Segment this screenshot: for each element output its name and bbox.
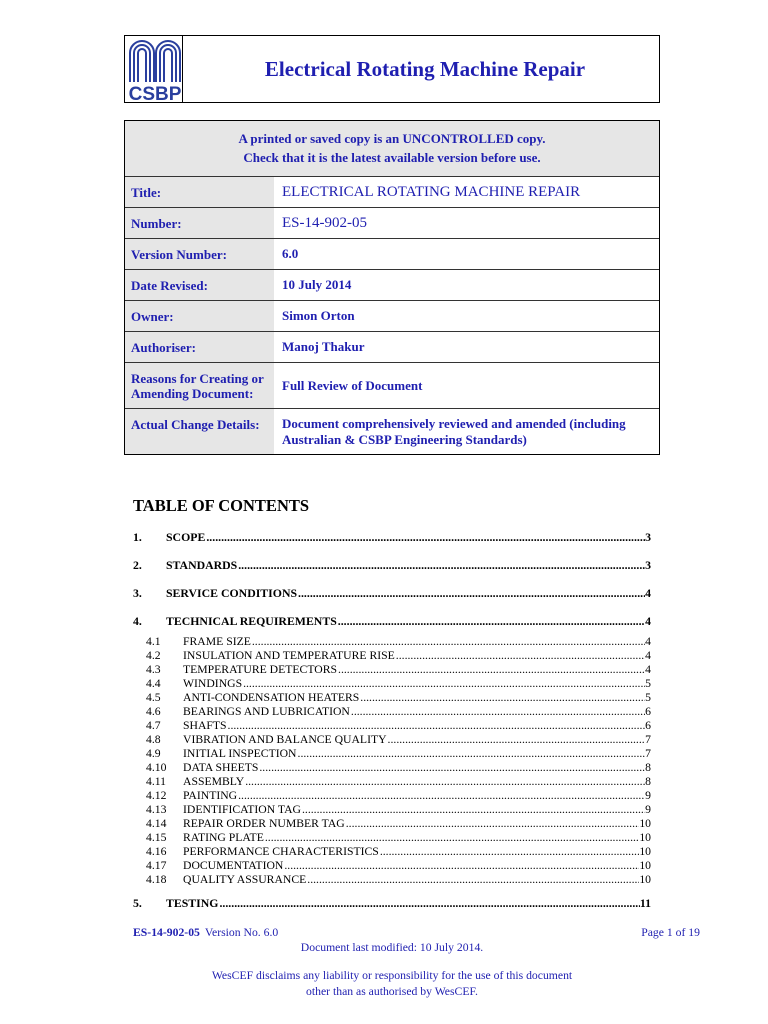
toc-subsection-entry[interactable]	[133, 831, 651, 845]
toc-subsection-entry[interactable]	[133, 719, 651, 733]
toc-entry-page: 7	[645, 747, 651, 760]
toc-entry-title: TEMPERATURE DETECTORS	[183, 663, 338, 676]
toc-entry-title: WINDINGS	[183, 677, 243, 690]
toc-entry-page: 4	[645, 635, 651, 648]
toc-entry-page: 11	[639, 896, 651, 910]
toc-entry-page: 10	[639, 831, 651, 844]
toc-entry-title: IDENTIFICATION TAG	[183, 803, 301, 816]
toc-entry-number: 4.7	[146, 719, 161, 732]
toc-entry-title: STANDARDS	[166, 558, 238, 572]
toc-leader-dots	[396, 649, 645, 663]
toc-entry-number: 4.2	[146, 649, 161, 662]
info-value: 10 July 2014	[282, 277, 352, 292]
info-label: Reasons for Creating or Amending Document:	[125, 363, 274, 408]
toc-entry-page: 6	[645, 705, 651, 718]
toc-entry-page: 4	[645, 586, 651, 600]
toc-subsection-entry[interactable]	[133, 635, 651, 649]
toc-leader-dots	[228, 719, 646, 733]
toc-entry-title: SERVICE CONDITIONS	[166, 586, 298, 600]
toc-entry-title: ANTI-CONDENSATION HEATERS	[183, 691, 360, 704]
toc-entry-page: 10	[639, 859, 651, 872]
toc-subsection-entry[interactable]	[133, 859, 651, 873]
toc-entry-number: 2.	[133, 558, 142, 572]
logo-text: CSBP	[128, 84, 182, 102]
footer-last-modified: Document last modified: 10 July 2014.	[300, 941, 484, 954]
toc-leader-dots	[206, 530, 645, 544]
toc-subsection-entry[interactable]	[133, 775, 651, 789]
toc-entry-number: 4.6	[146, 705, 161, 718]
toc-section-entry[interactable]	[133, 530, 651, 544]
toc-entry-number: 4.	[133, 614, 142, 628]
info-value: ES-14-902-05	[282, 215, 367, 231]
toc-entry-number: 4.11	[146, 775, 167, 788]
toc-section-entry[interactable]	[133, 896, 651, 910]
toc-entry-title: RATING PLATE	[183, 831, 264, 844]
toc-leader-dots	[380, 845, 640, 859]
toc-leader-dots	[298, 586, 645, 600]
info-value: 6.0	[282, 246, 299, 261]
toc-entry-number: 4.4	[146, 677, 161, 690]
toc-entry-page: 5	[645, 691, 651, 704]
toc-leader-dots	[338, 614, 645, 628]
footer-document-id	[133, 926, 278, 940]
info-row-version	[125, 238, 659, 269]
notice-line-2: Check that it is the latest available version before use.	[243, 149, 541, 165]
toc-leader-dots	[388, 733, 646, 747]
uncontrolled-copy-notice	[125, 121, 659, 176]
toc-leader-dots	[219, 896, 639, 910]
toc-entry-title: DATA SHEETS	[183, 761, 259, 774]
toc-leader-dots	[252, 635, 645, 649]
toc-subsection-list	[133, 635, 651, 887]
toc-entry-number: 4.14	[146, 817, 167, 830]
disclaimer-line-1: WesCEF disclaims any liability or responsibility for the use of this document	[211, 969, 573, 982]
notice-line-1: A printed or saved copy is an UNCONTROLLED copy.	[238, 130, 546, 146]
footer-disclaimer	[133, 968, 651, 1000]
info-label: Version Number:	[125, 239, 274, 269]
toc-subsection-entry[interactable]	[133, 733, 651, 747]
toc-leader-dots	[346, 817, 640, 831]
toc-entry-title: TESTING	[166, 896, 219, 910]
info-label: Title:	[125, 177, 274, 207]
toc-entry-number: 4.13	[146, 803, 167, 816]
toc-leader-dots	[238, 789, 645, 803]
toc-entry-page: 10	[639, 845, 651, 858]
info-label: Owner:	[125, 301, 274, 331]
toc-entry-title: INITIAL INSPECTION	[183, 747, 297, 760]
disclaimer-line-2: other than as authorised by WesCEF.	[306, 985, 478, 998]
toc-entry-number: 4.3	[146, 663, 161, 676]
toc-leader-dots	[265, 831, 639, 845]
toc-subsection-entry[interactable]	[133, 691, 651, 705]
toc-entry-page: 8	[645, 761, 651, 774]
toc-entry-number: 4.17	[146, 859, 167, 872]
toc-entry-title: SCOPE	[166, 530, 206, 544]
toc-entry-page: 4	[645, 649, 651, 662]
toc-entry-title: FRAME SIZE	[183, 635, 251, 648]
info-row-title	[125, 176, 659, 207]
toc-subsection-entry[interactable]	[133, 845, 651, 859]
toc-entry-number: 1.	[133, 530, 142, 544]
toc-subsection-entry[interactable]	[133, 649, 651, 663]
toc-entry-page: 5	[645, 677, 651, 690]
toc-entry-number: 4.18	[146, 873, 167, 886]
toc-leader-dots	[259, 761, 645, 775]
toc-entry-number: 5.	[133, 896, 142, 910]
toc-entry-title: INSULATION AND TEMPERATURE RISE	[183, 649, 395, 662]
info-row-number	[125, 207, 659, 238]
toc-subsection-entry[interactable]	[133, 817, 651, 831]
toc-entry-number: 3.	[133, 586, 142, 600]
info-row-owner	[125, 300, 659, 331]
toc-subsection-entry[interactable]	[133, 677, 651, 691]
toc-subsection-entry[interactable]	[133, 873, 651, 887]
document-header	[124, 35, 660, 103]
toc-entry-number: 4.10	[146, 761, 167, 774]
info-value: Document comprehensively reviewed and amended (including Australian & CSBP Engineering Standards)	[282, 415, 626, 447]
info-row-reasons	[125, 362, 659, 408]
footer-version: Version No. 6.0	[204, 926, 279, 939]
toc-heading: TABLE OF CONTENTS	[133, 496, 310, 515]
toc-leader-dots	[298, 747, 646, 761]
footer-page-number: Page 1 of 19	[641, 926, 700, 939]
csbp-logo-icon	[128, 40, 182, 102]
info-label: Number:	[125, 208, 274, 238]
toc-entry-page: 8	[645, 775, 651, 788]
info-row-date-revised	[125, 269, 659, 300]
toc-subsection-entry[interactable]	[133, 747, 651, 761]
toc-entry-number: 4.1	[146, 635, 161, 648]
info-row-authoriser	[125, 331, 659, 362]
toc-entry-list	[133, 530, 651, 910]
toc-leader-dots	[302, 803, 645, 817]
toc-entry-title: ASSEMBLY	[183, 775, 245, 788]
toc-entry-page: 10	[639, 873, 651, 886]
toc-entry-number: 4.15	[146, 831, 167, 844]
toc-entry-title: PAINTING	[183, 789, 238, 802]
toc-entry-number: 4.12	[146, 789, 167, 802]
toc-subsection-entry[interactable]	[133, 761, 651, 775]
toc-leader-dots	[351, 705, 645, 719]
toc-subsection-entry[interactable]	[133, 663, 651, 677]
toc-entry-page: 3	[645, 530, 651, 544]
toc-entry-page: 4	[645, 663, 651, 676]
toc-entry-title: DOCUMENTATION	[183, 859, 284, 872]
toc-entry-page: 7	[645, 733, 651, 746]
toc-entry-page: 9	[645, 803, 651, 816]
info-value: Simon Orton	[282, 308, 355, 323]
toc-section-entry[interactable]	[133, 586, 651, 600]
toc-leader-dots	[245, 775, 645, 789]
toc-subsection-entry[interactable]	[133, 705, 651, 719]
toc-leader-dots	[284, 859, 639, 873]
toc-entry-page: 10	[639, 817, 651, 830]
toc-leader-dots	[238, 558, 645, 572]
toc-entry-title: REPAIR ORDER NUMBER TAG	[183, 817, 345, 830]
footer-doc-number: ES-14-902-05	[133, 926, 200, 939]
toc-entry-title: SHAFTS	[183, 719, 227, 732]
toc-entry-number: 4.5	[146, 691, 161, 704]
csbp-logo	[125, 36, 183, 102]
toc-leader-dots	[243, 677, 645, 691]
toc-leader-dots	[338, 663, 645, 677]
toc-entry-title: PERFORMANCE CHARACTERISTICS	[183, 845, 379, 858]
document-info-table	[124, 120, 660, 455]
info-row-change-details	[125, 408, 659, 454]
table-of-contents	[133, 497, 651, 924]
info-value: Manoj Thakur	[282, 339, 365, 354]
toc-entry-page: 6	[645, 719, 651, 732]
toc-entry-title: QUALITY ASSURANCE	[183, 873, 307, 886]
toc-entry-title: BEARINGS AND LUBRICATION	[183, 705, 350, 718]
toc-section-entry[interactable]	[133, 614, 651, 628]
toc-entry-page: 3	[645, 558, 651, 572]
toc-entry-title: TECHNICAL REQUIREMENTS	[166, 614, 337, 628]
toc-entry-number: 4.16	[146, 845, 167, 858]
toc-subsection-entry[interactable]	[133, 789, 651, 803]
toc-entry-title: VIBRATION AND BALANCE QUALITY	[183, 733, 387, 746]
toc-section-entry[interactable]	[133, 558, 651, 572]
document-title: Electrical Rotating Machine Repair	[264, 56, 586, 81]
toc-entry-page: 9	[645, 789, 651, 802]
info-label: Actual Change Details:	[125, 409, 274, 454]
toc-entry-number: 4.9	[146, 747, 161, 760]
info-label: Date Revised:	[125, 270, 274, 300]
toc-leader-dots	[307, 873, 639, 887]
info-value: ELECTRICAL ROTATING MACHINE REPAIR	[282, 184, 581, 200]
toc-subsection-entry[interactable]	[133, 803, 651, 817]
toc-entry-page: 4	[645, 614, 651, 628]
toc-leader-dots	[360, 691, 645, 705]
info-label: Authoriser:	[125, 332, 274, 362]
toc-entry-number: 4.8	[146, 733, 161, 746]
info-value: Full Review of Document	[282, 377, 423, 393]
